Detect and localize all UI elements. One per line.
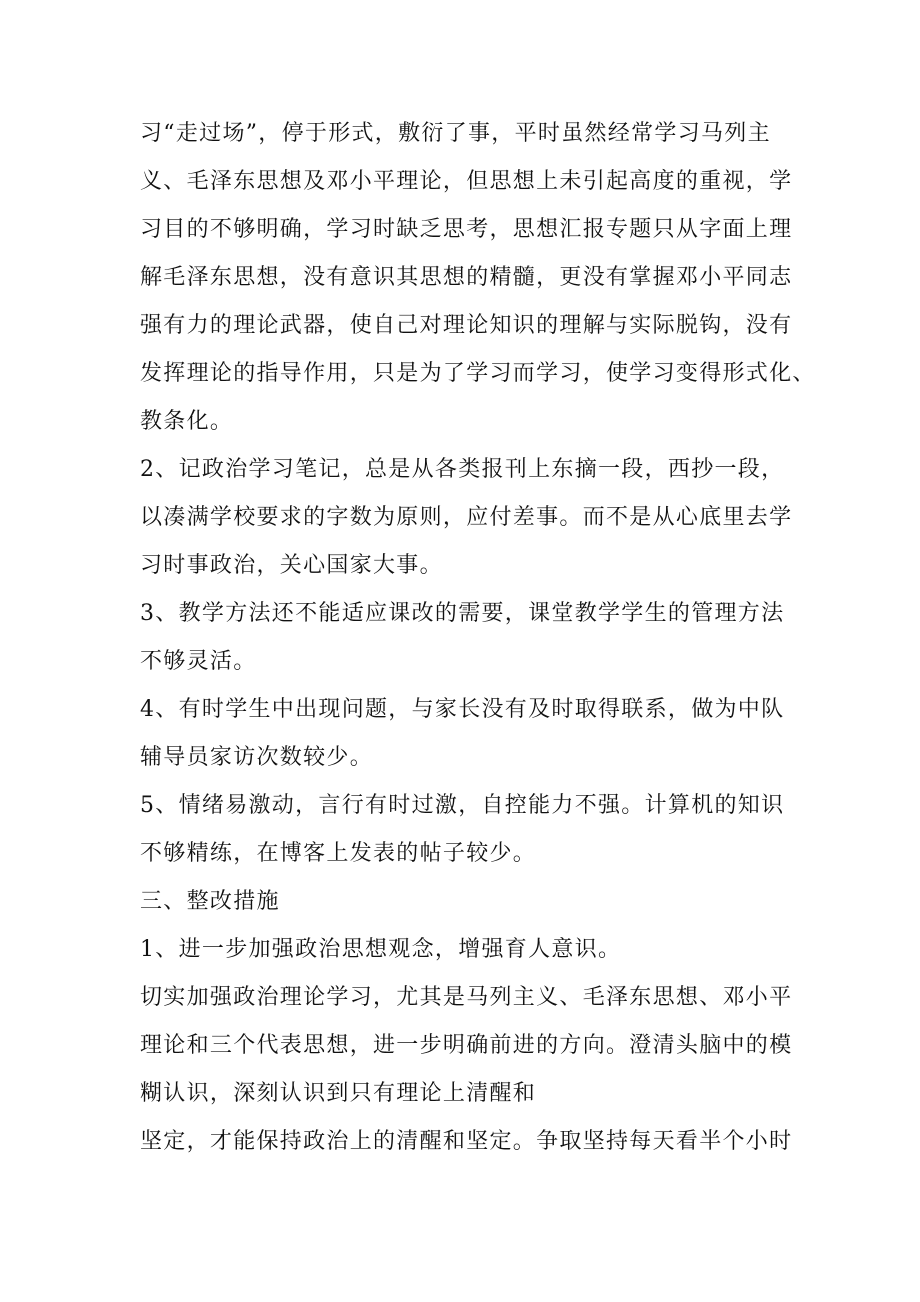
paragraph-line: 糊认识，深刻认识到只有理论上清醒和 — [140, 1081, 537, 1106]
list-item-5: 5、情绪易激动，言行有时过激，自控能力不强。计算机的知识 — [140, 793, 785, 818]
paragraph-line: 切实加强政治理论学习，尤其是马列主义、毛泽东思想、邓小平 — [140, 985, 793, 1010]
measure-heading: 1、进一步加强政治思想观念，增强育人意识。 — [140, 937, 622, 962]
paragraph-line: 辅导员家访次数较少。 — [140, 745, 374, 770]
paragraph-line: 习“走过场”，停于形式，敷衍了事，平时虽然经常学习马列主 — [140, 121, 771, 146]
paragraph-line: 习目的不够明确，学习时缺乏思考，思想汇报专题只从字面上理 — [140, 217, 793, 242]
list-item-4: 4、有时学生中出现问题，与家长没有及时取得联系，做为中队 — [140, 697, 785, 722]
paragraph-line: 强有力的理论武器，使自己对理论知识的理解与实际脱钩，没有 — [140, 313, 793, 338]
paragraph-line: 理论和三个代表思想，进一步明确前进的方向。澄清头脑中的模 — [140, 1033, 793, 1058]
paragraph-line: 以凑满学校要求的字数为原则，应付差事。而不是从心底里去学 — [140, 505, 793, 530]
paragraph-line: 不够灵活。 — [140, 649, 257, 674]
paragraph-line: 习时事政治，关心国家大事。 — [140, 553, 443, 578]
paragraph-line: 解毛泽东思想，没有意识其思想的精髓，更没有掌握邓小平同志 — [140, 265, 793, 290]
paragraph-line: 义、毛泽东思想及邓小平理论，但思想上未引起高度的重视，学 — [140, 169, 793, 194]
section-heading: 三、整改措施 — [140, 889, 280, 914]
paragraph-line: 不够精练，在博客上发表的帖子较少。 — [140, 841, 537, 866]
paragraph-line: 教条化。 — [140, 409, 234, 434]
paragraph-line: 发挥理论的指导作用，只是为了学习而学习，使学习变得形式化、 — [140, 361, 816, 386]
list-item-2: 2、记政治学习笔记，总是从各类报刊上东摘一段，西抄一段， — [140, 457, 785, 482]
list-item-3: 3、教学方法还不能适应课改的需要，课堂教学学生的管理方法 — [140, 601, 785, 626]
paragraph-line: 坚定，才能保持政治上的清醒和坚定。争取坚持每天看半个小时 — [140, 1129, 793, 1154]
